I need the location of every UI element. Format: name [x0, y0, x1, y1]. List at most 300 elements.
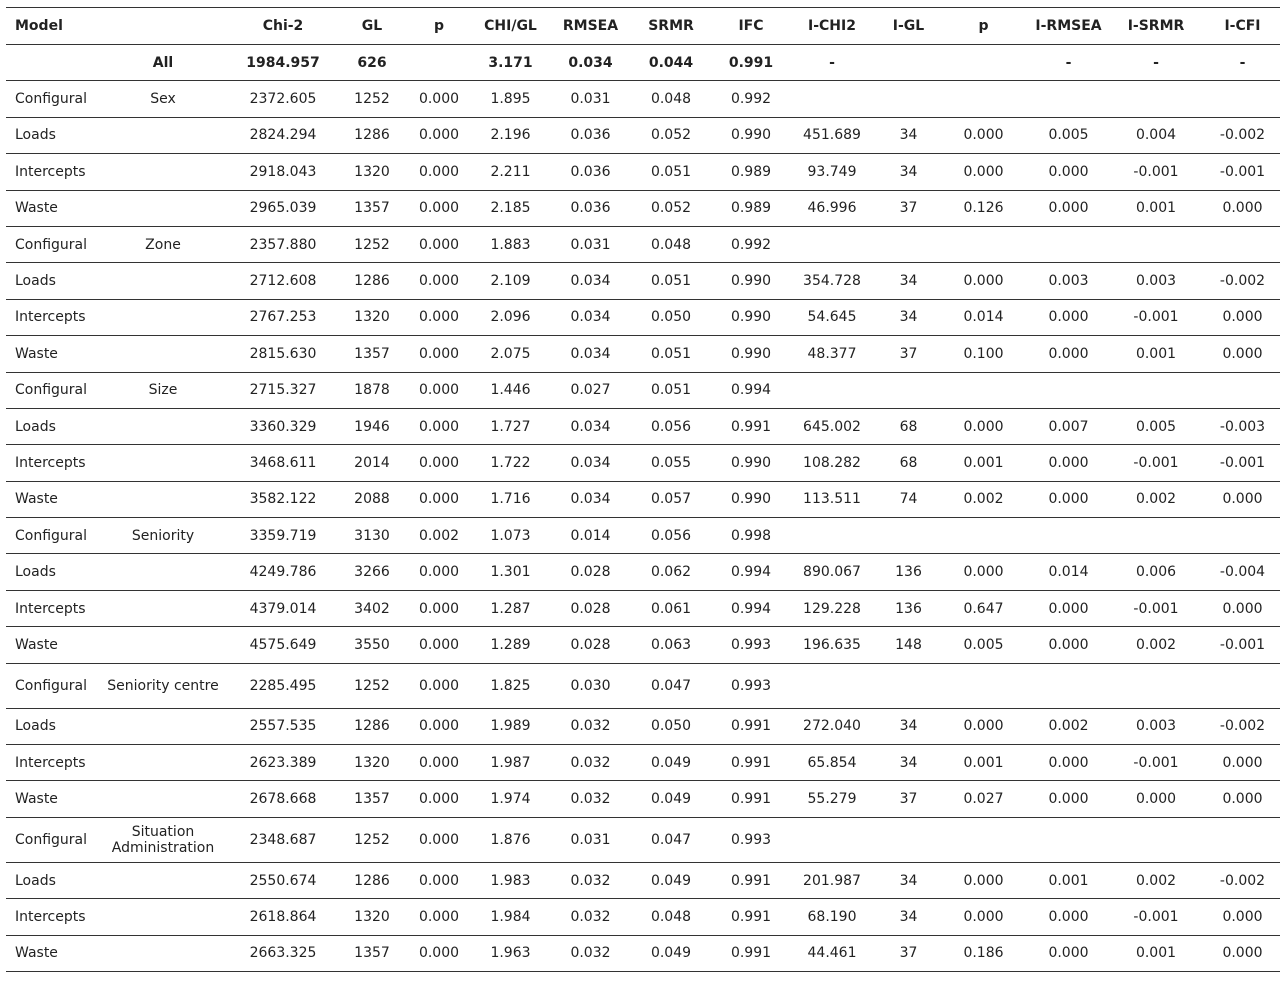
value-cell: 1286 — [344, 117, 400, 153]
value-cell: 0.126 — [951, 190, 1016, 226]
table-row — [6, 935, 1280, 971]
table-row — [6, 781, 1280, 817]
value-cell: 0.014 — [1016, 554, 1121, 590]
value-cell: 0.000 — [951, 862, 1016, 898]
value-cell: 0.005 — [1016, 117, 1121, 153]
value-cell: 0.030 — [543, 663, 638, 708]
value-cell: -0.001 — [1121, 899, 1191, 935]
value-cell: 2348.687 — [222, 817, 344, 862]
value-cell — [866, 663, 951, 708]
value-cell: 3359.719 — [222, 518, 344, 554]
value-cell: 1320 — [344, 154, 400, 190]
value-cell: 0.004 — [1121, 117, 1191, 153]
value-cell: 0.647 — [951, 590, 1016, 626]
value-cell: 890.067 — [798, 554, 866, 590]
value-cell: 0.000 — [400, 862, 478, 898]
value-cell: 2357.880 — [222, 226, 344, 262]
value-cell: 272.040 — [798, 708, 866, 744]
table-row — [6, 190, 1280, 226]
value-cell — [951, 372, 1016, 408]
value-cell: 0.000 — [1016, 899, 1121, 935]
group-cell — [104, 554, 222, 590]
value-cell: -0.002 — [1191, 862, 1280, 898]
value-cell: 2014 — [344, 445, 400, 481]
column-header: I-CHI2 — [798, 8, 866, 45]
value-cell: -0.001 — [1121, 299, 1191, 335]
group-cell: All — [104, 45, 222, 81]
value-cell: 1.446 — [478, 372, 543, 408]
model-cell: Intercepts — [6, 745, 104, 781]
model-cell: Configural — [6, 518, 104, 554]
column-header: I-GL — [866, 8, 951, 45]
value-cell: 0.061 — [638, 590, 704, 626]
value-cell: -0.001 — [1191, 445, 1280, 481]
value-cell: 0.991 — [704, 745, 798, 781]
table-row — [6, 554, 1280, 590]
value-cell: 48.377 — [798, 336, 866, 372]
value-cell: 68.190 — [798, 899, 866, 935]
value-cell — [866, 372, 951, 408]
value-cell: 46.996 — [798, 190, 866, 226]
value-cell: 2285.495 — [222, 663, 344, 708]
value-cell — [866, 81, 951, 117]
group-cell — [104, 445, 222, 481]
value-cell: 1.073 — [478, 518, 543, 554]
value-cell: 0.000 — [1191, 899, 1280, 935]
value-cell: 2557.535 — [222, 708, 344, 744]
value-cell: 0.994 — [704, 590, 798, 626]
value-cell: 0.034 — [543, 263, 638, 299]
model-cell: Configural — [6, 372, 104, 408]
value-cell: 34 — [866, 862, 951, 898]
value-cell: 0.031 — [543, 226, 638, 262]
value-cell: 0.007 — [1016, 408, 1121, 444]
value-cell: 0.036 — [543, 117, 638, 153]
value-cell: 2663.325 — [222, 935, 344, 971]
value-cell: 4575.649 — [222, 627, 344, 663]
model-cell: Loads — [6, 117, 104, 153]
value-cell: 3402 — [344, 590, 400, 626]
value-cell — [1191, 817, 1280, 862]
value-cell: - — [1016, 45, 1121, 81]
value-cell: 0.032 — [543, 708, 638, 744]
value-cell: 3582.122 — [222, 481, 344, 517]
value-cell: 1.895 — [478, 81, 543, 117]
value-cell: 0.990 — [704, 336, 798, 372]
value-cell: 0.000 — [400, 226, 478, 262]
value-cell: 0.000 — [400, 708, 478, 744]
value-cell: 2.196 — [478, 117, 543, 153]
value-cell — [951, 81, 1016, 117]
value-cell: 2815.630 — [222, 336, 344, 372]
value-cell: 0.990 — [704, 481, 798, 517]
value-cell: - — [798, 45, 866, 81]
model-cell: Intercepts — [6, 154, 104, 190]
value-cell: 34 — [866, 263, 951, 299]
value-cell: 0.051 — [638, 336, 704, 372]
value-cell: 0.998 — [704, 518, 798, 554]
value-cell: 0.989 — [704, 190, 798, 226]
group-cell: Size — [104, 372, 222, 408]
value-cell: 0.001 — [1016, 862, 1121, 898]
value-cell: 0.991 — [704, 708, 798, 744]
value-cell: -0.001 — [1191, 627, 1280, 663]
value-cell: 148 — [866, 627, 951, 663]
value-cell: 0.047 — [638, 817, 704, 862]
value-cell: 0.000 — [1191, 481, 1280, 517]
value-cell: 4249.786 — [222, 554, 344, 590]
value-cell: 0.028 — [543, 627, 638, 663]
group-cell: Situation Administration — [104, 817, 222, 862]
value-cell: 0.032 — [543, 862, 638, 898]
value-cell — [798, 372, 866, 408]
value-cell: -0.003 — [1191, 408, 1280, 444]
value-cell: 108.282 — [798, 445, 866, 481]
model-cell: Loads — [6, 263, 104, 299]
table-row — [6, 45, 1280, 81]
group-cell: Seniority — [104, 518, 222, 554]
value-cell: - — [1121, 45, 1191, 81]
value-cell: 3550 — [344, 627, 400, 663]
value-cell: 0.994 — [704, 554, 798, 590]
model-cell: Waste — [6, 627, 104, 663]
value-cell: 0.000 — [1191, 935, 1280, 971]
column-header — [104, 8, 222, 45]
value-cell: 645.002 — [798, 408, 866, 444]
value-cell: 626 — [344, 45, 400, 81]
group-cell: Sex — [104, 81, 222, 117]
value-cell: 2965.039 — [222, 190, 344, 226]
table-row — [6, 862, 1280, 898]
value-cell — [1191, 518, 1280, 554]
value-cell: 93.749 — [798, 154, 866, 190]
value-cell: 1.989 — [478, 708, 543, 744]
value-cell: 0.001 — [951, 445, 1016, 481]
model-cell: Configural — [6, 663, 104, 708]
header-row — [6, 8, 1280, 45]
group-cell — [104, 117, 222, 153]
value-cell: 0.990 — [704, 263, 798, 299]
value-cell: 2.109 — [478, 263, 543, 299]
value-cell: 0.000 — [1191, 745, 1280, 781]
value-cell: 1.825 — [478, 663, 543, 708]
value-cell — [1191, 81, 1280, 117]
value-cell: 0.028 — [543, 554, 638, 590]
value-cell — [798, 663, 866, 708]
table-row — [6, 336, 1280, 372]
value-cell: 2.075 — [478, 336, 543, 372]
value-cell: 54.645 — [798, 299, 866, 335]
value-cell: 44.461 — [798, 935, 866, 971]
table-row — [6, 663, 1280, 708]
value-cell: 0.036 — [543, 190, 638, 226]
group-cell: Zone — [104, 226, 222, 262]
group-cell — [104, 627, 222, 663]
value-cell: 0.002 — [1121, 481, 1191, 517]
value-cell: 0.005 — [1121, 408, 1191, 444]
value-cell: 34 — [866, 708, 951, 744]
value-cell: 1252 — [344, 226, 400, 262]
value-cell: 0.991 — [704, 862, 798, 898]
value-cell: 1.987 — [478, 745, 543, 781]
value-cell: 0.000 — [1016, 935, 1121, 971]
value-cell: 113.511 — [798, 481, 866, 517]
value-cell: 0.031 — [543, 817, 638, 862]
value-cell: 0.000 — [951, 117, 1016, 153]
column-header: I-SRMR — [1121, 8, 1191, 45]
model-cell: Waste — [6, 336, 104, 372]
value-cell: 0.032 — [543, 935, 638, 971]
value-cell: 2767.253 — [222, 299, 344, 335]
value-cell: 1252 — [344, 81, 400, 117]
group-cell — [104, 154, 222, 190]
model-cell: Loads — [6, 554, 104, 590]
value-cell: 0.000 — [400, 554, 478, 590]
value-cell: 0.002 — [1121, 862, 1191, 898]
value-cell — [1016, 518, 1121, 554]
table-row — [6, 372, 1280, 408]
value-cell — [1121, 518, 1191, 554]
value-cell: 0.063 — [638, 627, 704, 663]
group-cell — [104, 190, 222, 226]
value-cell — [1121, 663, 1191, 708]
value-cell: 0.014 — [951, 299, 1016, 335]
value-cell: 0.032 — [543, 745, 638, 781]
model-cell — [6, 45, 104, 81]
value-cell — [951, 663, 1016, 708]
value-cell: 0.000 — [400, 935, 478, 971]
group-cell — [104, 299, 222, 335]
model-cell: Intercepts — [6, 299, 104, 335]
value-cell: 0.032 — [543, 781, 638, 817]
value-cell: 1357 — [344, 190, 400, 226]
value-cell: 0.000 — [1191, 336, 1280, 372]
value-cell: 0.000 — [1016, 745, 1121, 781]
value-cell: 0.049 — [638, 745, 704, 781]
value-cell: 0.000 — [1191, 190, 1280, 226]
value-cell: 1.983 — [478, 862, 543, 898]
value-cell: 0.001 — [951, 745, 1016, 781]
table-row — [6, 226, 1280, 262]
value-cell — [1016, 81, 1121, 117]
value-cell: 1984.957 — [222, 45, 344, 81]
group-cell — [104, 862, 222, 898]
value-cell: 0.001 — [1121, 336, 1191, 372]
value-cell: -0.004 — [1191, 554, 1280, 590]
value-cell: 0.002 — [1016, 708, 1121, 744]
value-cell: 34 — [866, 117, 951, 153]
model-cell: Loads — [6, 408, 104, 444]
value-cell: 0.062 — [638, 554, 704, 590]
value-cell: 55.279 — [798, 781, 866, 817]
value-cell: 0.991 — [704, 781, 798, 817]
value-cell: 37 — [866, 935, 951, 971]
value-cell: 0.000 — [1121, 781, 1191, 817]
model-cell: Loads — [6, 862, 104, 898]
value-cell: 0.032 — [543, 899, 638, 935]
value-cell — [1016, 372, 1121, 408]
value-cell: 0.056 — [638, 408, 704, 444]
value-cell: 68 — [866, 408, 951, 444]
value-cell: 1286 — [344, 862, 400, 898]
value-cell: -0.001 — [1121, 154, 1191, 190]
group-cell: Seniority centre — [104, 663, 222, 708]
value-cell: 1252 — [344, 817, 400, 862]
value-cell: 0.000 — [1016, 190, 1121, 226]
value-cell: 0.000 — [400, 590, 478, 626]
value-cell: 1252 — [344, 663, 400, 708]
value-cell — [1191, 372, 1280, 408]
value-cell: 2550.674 — [222, 862, 344, 898]
value-cell: 0.000 — [400, 663, 478, 708]
model-cell: Waste — [6, 190, 104, 226]
value-cell: 0.034 — [543, 481, 638, 517]
value-cell: 0.000 — [400, 372, 478, 408]
value-cell: 0.002 — [951, 481, 1016, 517]
value-cell: 0.051 — [638, 372, 704, 408]
value-cell — [1016, 226, 1121, 262]
model-cell: Configural — [6, 226, 104, 262]
value-cell: 0.000 — [400, 117, 478, 153]
value-cell: 0.000 — [400, 408, 478, 444]
value-cell: - — [1191, 45, 1280, 81]
value-cell: 0.002 — [1121, 627, 1191, 663]
group-cell — [104, 481, 222, 517]
table-row — [6, 263, 1280, 299]
value-cell: 1.722 — [478, 445, 543, 481]
value-cell: 0.000 — [1016, 336, 1121, 372]
value-cell: 0.056 — [638, 518, 704, 554]
value-cell — [798, 81, 866, 117]
value-cell: 0.036 — [543, 154, 638, 190]
value-cell: 354.728 — [798, 263, 866, 299]
value-cell: 0.991 — [704, 45, 798, 81]
value-cell: 0.000 — [1191, 299, 1280, 335]
value-cell: 1.287 — [478, 590, 543, 626]
value-cell: 0.028 — [543, 590, 638, 626]
value-cell: 2918.043 — [222, 154, 344, 190]
value-cell: 0.000 — [400, 445, 478, 481]
column-header: IFC — [704, 8, 798, 45]
value-cell: 1.984 — [478, 899, 543, 935]
model-cell: Waste — [6, 481, 104, 517]
value-cell: 2.096 — [478, 299, 543, 335]
value-cell: 0.049 — [638, 862, 704, 898]
group-cell — [104, 590, 222, 626]
table-body — [6, 45, 1280, 972]
value-cell: 0.000 — [1016, 299, 1121, 335]
value-cell: 2.185 — [478, 190, 543, 226]
value-cell: 0.000 — [1016, 781, 1121, 817]
value-cell: 2372.605 — [222, 81, 344, 117]
value-cell: 1357 — [344, 935, 400, 971]
value-cell: 37 — [866, 781, 951, 817]
value-cell — [951, 817, 1016, 862]
table-row — [6, 899, 1280, 935]
value-cell: 136 — [866, 554, 951, 590]
value-cell: 1357 — [344, 781, 400, 817]
value-cell: 129.228 — [798, 590, 866, 626]
table-row — [6, 81, 1280, 117]
value-cell: 0.050 — [638, 708, 704, 744]
value-cell: 37 — [866, 190, 951, 226]
value-cell: 2824.294 — [222, 117, 344, 153]
value-cell: 0.100 — [951, 336, 1016, 372]
value-cell: 0.057 — [638, 481, 704, 517]
value-cell — [866, 45, 951, 81]
value-cell: 0.006 — [1121, 554, 1191, 590]
table-row — [6, 817, 1280, 862]
model-cell: Loads — [6, 708, 104, 744]
value-cell — [1016, 663, 1121, 708]
value-cell: 3360.329 — [222, 408, 344, 444]
value-cell: 451.689 — [798, 117, 866, 153]
value-cell: 0.992 — [704, 81, 798, 117]
value-cell: -0.001 — [1121, 745, 1191, 781]
value-cell: 0.000 — [951, 154, 1016, 190]
model-cell: Waste — [6, 935, 104, 971]
value-cell: 0.990 — [704, 445, 798, 481]
value-cell: 68 — [866, 445, 951, 481]
value-cell: 0.000 — [951, 899, 1016, 935]
value-cell: 3266 — [344, 554, 400, 590]
table-row — [6, 590, 1280, 626]
model-cell: Configural — [6, 81, 104, 117]
column-header: RMSEA — [543, 8, 638, 45]
value-cell: 0.000 — [400, 81, 478, 117]
value-cell: 136 — [866, 590, 951, 626]
value-cell: 0.047 — [638, 663, 704, 708]
value-cell: 2088 — [344, 481, 400, 517]
value-cell: -0.002 — [1191, 708, 1280, 744]
value-cell: 0.034 — [543, 408, 638, 444]
value-cell: 0.001 — [1121, 190, 1191, 226]
value-cell: 0.000 — [400, 627, 478, 663]
value-cell: 1.727 — [478, 408, 543, 444]
value-cell: 2678.668 — [222, 781, 344, 817]
value-cell — [951, 226, 1016, 262]
value-cell: 0.186 — [951, 935, 1016, 971]
value-cell — [798, 226, 866, 262]
value-cell: 0.000 — [1016, 481, 1121, 517]
value-cell: 0.027 — [543, 372, 638, 408]
table-row — [6, 708, 1280, 744]
table-row — [6, 627, 1280, 663]
group-cell — [104, 408, 222, 444]
value-cell: 37 — [866, 336, 951, 372]
value-cell: 0.000 — [400, 154, 478, 190]
model-cell: Waste — [6, 781, 104, 817]
value-cell: 2.211 — [478, 154, 543, 190]
value-cell: 0.048 — [638, 226, 704, 262]
value-cell: 0.991 — [704, 899, 798, 935]
value-cell: 0.034 — [543, 45, 638, 81]
column-header: CHI/GL — [478, 8, 543, 45]
value-cell: 0.000 — [400, 817, 478, 862]
value-cell: 0.000 — [951, 408, 1016, 444]
value-cell — [1191, 226, 1280, 262]
value-cell: 0.000 — [400, 336, 478, 372]
value-cell: 1320 — [344, 745, 400, 781]
value-cell: 0.000 — [400, 899, 478, 935]
value-cell: 34 — [866, 899, 951, 935]
value-cell: 0.000 — [951, 554, 1016, 590]
value-cell: 0.034 — [543, 299, 638, 335]
column-header: I-CFI — [1191, 8, 1280, 45]
value-cell: -0.002 — [1191, 117, 1280, 153]
value-cell: 196.635 — [798, 627, 866, 663]
value-cell — [866, 518, 951, 554]
